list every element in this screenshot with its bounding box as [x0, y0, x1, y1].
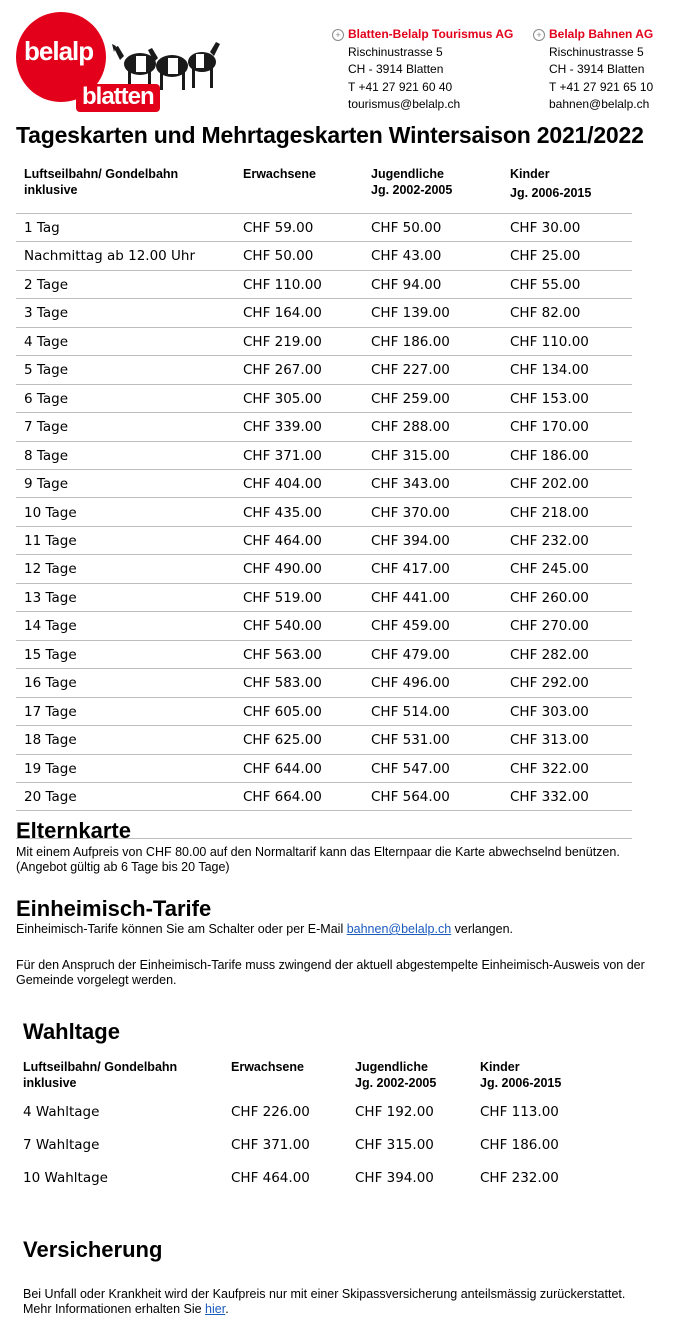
- youth-price-cell: CHF 417.00: [371, 561, 450, 578]
- phone: T +41 27 921 65 10: [549, 79, 654, 94]
- wahltage-header-lift: Luftseilbahn/ Gondelbahn inklusive: [23, 1060, 178, 1090]
- table-row: [16, 299, 632, 327]
- child-price-cell: CHF 170.00: [510, 419, 589, 436]
- child-price-cell: CHF 82.00: [510, 305, 581, 322]
- street: Rischinustrasse 5: [348, 44, 443, 59]
- adult-price-cell: CHF 164.00: [243, 305, 322, 322]
- wahltage-header-youth: Jugendliche Jg. 2002-2005: [355, 1060, 437, 1090]
- child-price-cell: CHF 282.00: [510, 646, 589, 663]
- duration-cell: 7 Tage: [24, 419, 69, 436]
- elternkarte-text: Mit einem Aufpreis von CHF 80.00 auf den Normaltarif kann das Elternpaar die Karte abwechselnd benützen. (Angebot gültig ab 6 Tage bis 20 Tage): [16, 845, 620, 874]
- duration-cell: 15 Tage: [24, 646, 77, 663]
- adult-price-cell: CHF 219.00: [243, 333, 322, 350]
- adult-price-cell: CHF 305.00: [243, 390, 322, 407]
- child-price-cell: CHF 322.00: [510, 760, 589, 777]
- table-row: [16, 555, 632, 583]
- duration-cell: 9 Tage: [24, 476, 69, 493]
- email-link[interactable]: bahnen@belalp.ch: [346, 922, 452, 936]
- child-price-cell: CHF 153.00: [510, 390, 589, 407]
- child-price-cell: CHF 245.00: [510, 561, 589, 578]
- table-row: [16, 242, 632, 270]
- table-row: [16, 726, 632, 754]
- wahltage-child-price-cell: CHF 232.00: [480, 1170, 559, 1186]
- adult-price-cell: CHF 50.00: [243, 248, 314, 265]
- table-row: [16, 783, 632, 811]
- duration-cell: 16 Tage: [24, 675, 77, 692]
- duration-cell: 2 Tage: [24, 276, 69, 293]
- duration-cell: 5 Tage: [24, 362, 69, 379]
- header-youth: Jugendliche Jg. 2002-2005: [371, 167, 453, 197]
- duration-cell: 14 Tage: [24, 618, 77, 635]
- wahltage-row: [0, 1170, 700, 1190]
- youth-price-cell: CHF 394.00: [371, 532, 450, 549]
- child-price-cell: CHF 110.00: [510, 333, 589, 350]
- child-price-cell: CHF 186.00: [510, 447, 589, 464]
- youth-price-cell: CHF 547.00: [371, 760, 450, 777]
- wahltage-child-price-cell: CHF 113.00: [480, 1104, 559, 1120]
- youth-price-cell: CHF 479.00: [371, 646, 450, 663]
- youth-price-cell: CHF 496.00: [371, 675, 450, 692]
- child-price-cell: CHF 218.00: [510, 504, 589, 521]
- table-row: [16, 214, 632, 242]
- adult-price-cell: CHF 435.00: [243, 504, 322, 521]
- wahltage-duration-cell: 10 Wahltage: [23, 1170, 108, 1186]
- adult-price-cell: CHF 110.00: [243, 276, 322, 293]
- table-row: [16, 328, 632, 356]
- youth-price-cell: CHF 370.00: [371, 504, 450, 521]
- youth-price-cell: CHF 288.00: [371, 419, 450, 436]
- company-name: + Blatten-Belalp Tourismus AG: [332, 26, 513, 44]
- adult-price-cell: CHF 464.00: [243, 532, 322, 549]
- belalp-blatten-logo: [14, 10, 224, 114]
- table-row: [16, 527, 632, 555]
- table-row: [16, 669, 632, 697]
- child-price-cell: CHF 25.00: [510, 248, 581, 265]
- wahltage-row: [0, 1104, 700, 1124]
- adult-price-cell: CHF 519.00: [243, 589, 322, 606]
- wahltage-duration-cell: 7 Wahltage: [23, 1137, 100, 1153]
- duration-cell: 20 Tage: [24, 789, 77, 805]
- youth-price-cell: CHF 259.00: [371, 390, 450, 407]
- logo-belalp-text: belalp: [24, 36, 94, 66]
- youth-price-cell: CHF 441.00: [371, 589, 450, 606]
- plus-circle-icon: +: [332, 29, 344, 41]
- table-row: [16, 470, 632, 498]
- child-price-cell: CHF 134.00: [510, 362, 589, 379]
- duration-cell: 18 Tage: [24, 732, 77, 749]
- table-row: [16, 641, 632, 669]
- adult-price-cell: CHF 583.00: [243, 675, 322, 692]
- adult-price-cell: CHF 625.00: [243, 732, 322, 749]
- youth-price-cell: CHF 186.00: [371, 333, 450, 350]
- wahltage-youth-price-cell: CHF 315.00: [355, 1137, 434, 1153]
- info-link[interactable]: hier: [205, 1302, 226, 1316]
- adult-price-cell: CHF 59.00: [243, 220, 314, 236]
- table-row: [16, 584, 632, 612]
- wahltage-youth-price-cell: CHF 394.00: [355, 1170, 434, 1186]
- city: CH - 3914 Blatten: [348, 62, 444, 76]
- child-price-cell: CHF 30.00: [510, 220, 581, 236]
- adult-price-cell: CHF 339.00: [243, 419, 322, 436]
- table-row: [16, 698, 632, 726]
- adult-price-cell: CHF 605.00: [243, 703, 322, 720]
- youth-price-cell: CHF 564.00: [371, 789, 450, 805]
- city: CH - 3914 Blatten: [549, 62, 645, 76]
- address-tourismus: [335, 26, 514, 114]
- street: Rischinustrasse 5: [549, 44, 644, 59]
- wahltage-adult-price-cell: CHF 371.00: [231, 1137, 310, 1153]
- duration-cell: 17 Tage: [24, 703, 77, 720]
- child-price-cell: CHF 292.00: [510, 675, 589, 692]
- adult-price-cell: CHF 371.00: [243, 447, 322, 464]
- table-row: [16, 499, 632, 527]
- adult-price-cell: CHF 540.00: [243, 618, 322, 635]
- logo-blatten-text: blatten: [76, 84, 160, 112]
- youth-price-cell: CHF 343.00: [371, 476, 450, 493]
- email[interactable]: tourismus@belalp.ch: [348, 97, 461, 111]
- table-row: [16, 413, 632, 441]
- duration-cell: 3 Tage: [24, 305, 69, 322]
- child-price-cell: CHF 270.00: [510, 618, 589, 635]
- versicherung-text: Bei Unfall oder Krankheit wird der Kaufpreis nur mit einer Skipassversicherung anteilsmässig zurückerstattet. Mehr Informationen erhalten Sie hier.: [23, 1287, 626, 1316]
- page-title: Tageskarten und Mehrtageskarten Wintersaison 2021/2022: [16, 122, 644, 148]
- wahltage-duration-cell: 4 Wahltage: [23, 1104, 100, 1120]
- adult-price-cell: CHF 644.00: [243, 760, 322, 777]
- youth-price-cell: CHF 531.00: [371, 732, 450, 749]
- adult-price-cell: CHF 563.00: [243, 646, 322, 663]
- versicherung-title: Versicherung: [23, 1237, 163, 1262]
- child-price-cell: CHF 260.00: [510, 589, 589, 606]
- youth-price-cell: CHF 94.00: [371, 276, 442, 293]
- duration-cell: 12 Tage: [24, 561, 77, 578]
- elternkarte-title: Elternkarte: [16, 818, 131, 843]
- duration-cell: 13 Tage: [24, 589, 77, 606]
- child-price-cell: CHF 303.00: [510, 703, 589, 720]
- youth-price-cell: CHF 459.00: [371, 618, 450, 635]
- wahltage-row: [0, 1137, 700, 1157]
- wahltage-header-adults: Erwachsene: [231, 1060, 304, 1074]
- duration-cell: 8 Tage: [24, 447, 69, 464]
- duration-cell: Nachmittag ab 12.00 Uhr: [24, 248, 196, 265]
- duration-cell: 10 Tage: [24, 504, 77, 521]
- child-price-cell: CHF 202.00: [510, 476, 589, 493]
- wahltage-adult-price-cell: CHF 226.00: [231, 1104, 310, 1120]
- phone: T +41 27 921 60 40: [348, 79, 453, 94]
- plus-circle-icon: +: [533, 29, 545, 41]
- duration-cell: 6 Tage: [24, 390, 69, 407]
- youth-price-cell: CHF 43.00: [371, 248, 442, 265]
- table-row: [16, 442, 632, 470]
- einheimisch-requirement: Für den Anspruch der Einheimisch-Tarife muss zwingend der aktuell abgestempelte Einheimisch-Ausweis von der Gemeinde vorgelegt werden.: [16, 958, 645, 987]
- adult-price-cell: CHF 404.00: [243, 476, 322, 493]
- child-price-cell: CHF 313.00: [510, 732, 589, 749]
- duration-cell: 19 Tage: [24, 760, 77, 777]
- company-name: + Belalp Bahnen AG: [533, 26, 653, 44]
- wahltage-youth-price-cell: CHF 192.00: [355, 1104, 434, 1120]
- adult-price-cell: CHF 490.00: [243, 561, 322, 578]
- duration-cell: 1 Tag: [24, 220, 60, 236]
- wahltage-header-children: Kinder Jg. 2006-2015: [480, 1060, 562, 1090]
- einheimisch-text: Einheimisch-Tarife können Sie am Schalter oder per E-Mail bahnen@belalp.ch verlangen.: [16, 922, 513, 936]
- einheimisch-title: Einheimisch-Tarife: [16, 896, 212, 921]
- table-row: [16, 385, 632, 413]
- wahltage-title: Wahltage: [23, 1019, 120, 1044]
- child-price-cell: CHF 55.00: [510, 276, 581, 293]
- header-children: Kinder Jg. 2006-2015: [510, 167, 592, 200]
- child-price-cell: CHF 332.00: [510, 789, 589, 805]
- wahltage-adult-price-cell: CHF 464.00: [231, 1170, 310, 1186]
- table-row: [16, 755, 632, 783]
- email[interactable]: bahnen@belalp.ch: [549, 97, 650, 111]
- header-lift: Luftseilbahn/ Gondelbahn inklusive: [24, 167, 179, 197]
- youth-price-cell: CHF 139.00: [371, 305, 450, 322]
- youth-price-cell: CHF 514.00: [371, 703, 450, 720]
- address-bahnen: [536, 26, 654, 114]
- duration-cell: 4 Tage: [24, 333, 69, 350]
- table-row: [16, 356, 632, 384]
- wahltage-child-price-cell: CHF 186.00: [480, 1137, 559, 1153]
- adult-price-cell: CHF 664.00: [243, 789, 322, 805]
- youth-price-cell: CHF 315.00: [371, 447, 450, 464]
- table-row: [16, 271, 632, 299]
- child-price-cell: CHF 232.00: [510, 532, 589, 549]
- adult-price-cell: CHF 267.00: [243, 362, 322, 379]
- youth-price-cell: CHF 50.00: [371, 220, 442, 236]
- duration-cell: 11 Tage: [24, 532, 77, 549]
- header-adults: Erwachsene: [243, 167, 316, 181]
- table-row: [16, 612, 632, 640]
- youth-price-cell: CHF 227.00: [371, 362, 450, 379]
